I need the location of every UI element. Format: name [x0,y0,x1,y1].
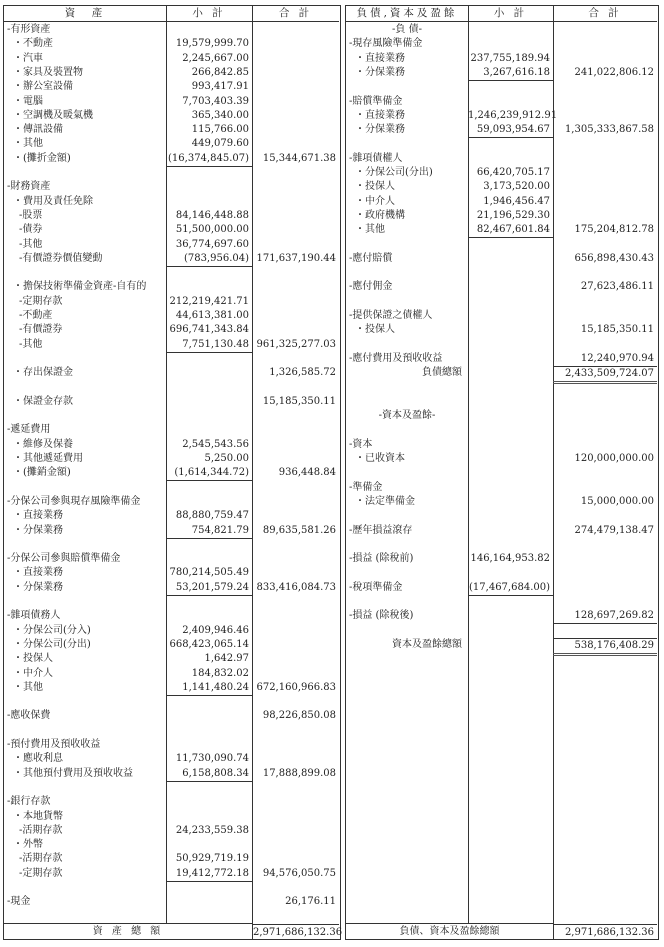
row-total: 89,635,581.26 [262,524,336,536]
row-label: ・本地貨幣 [13,810,63,822]
row-label: -應付佣金 [349,281,393,293]
row-subtotal: 2,409,946.46 [182,624,249,636]
row-label: ・分保公司(分入) [13,624,91,636]
table-row [4,280,340,294]
row-total: 2,433,509,724.07 [553,366,657,384]
table-row [4,80,340,94]
row-label: ・投保人 [355,181,395,193]
table-row [4,295,340,309]
table-row [4,66,340,80]
table-row [346,66,658,80]
row-label: -損益 (除稅前) [349,553,414,565]
row-label: -雜項債務人 [7,610,61,622]
row-label: -股票 [19,209,43,221]
row-label: ・外幣 [13,839,43,851]
table-row [346,452,658,466]
table-row [346,95,658,109]
row-label: ・分保公司(分出) [355,167,433,178]
row-label: -現金 [7,896,31,908]
table-row [4,152,340,166]
table-row [4,824,340,838]
row-label: -應付賠償 [349,252,393,264]
row-label: -債券 [19,224,43,236]
row-subtotal: 7,703,403.39 [182,95,249,107]
row-subtotal: 1,642.97 [204,653,249,665]
row-label: ・維修及保養 [13,438,73,450]
liabilities-header-subtotal: 小 計 [468,6,553,22]
row-subtotal: 5,250.00 [204,453,249,464]
row-label: ・其他預付費用及預收收益 [13,767,133,779]
row-label: -損益 (除稅後) [349,610,414,622]
row-label: ・不動產 [13,38,53,50]
table-row [4,624,340,638]
row-total: 274,479,138.47 [574,524,654,536]
row-total: 15,344,671.38 [262,152,336,164]
table-row [4,23,340,37]
table-row [346,152,658,166]
table-row [4,652,340,666]
row-label: ・直接業務 [355,109,405,121]
row-total: 961,325,277.03 [256,338,336,350]
row-total: 15,185,350.11 [580,324,654,336]
row-subtotal: 3,173,520.00 [483,181,550,193]
row-label: -活期存款 [19,824,63,836]
row-subtotal: (783,956.04) [166,252,252,267]
row-subtotal: 2,245,667.00 [182,52,249,64]
table-row [4,738,340,752]
table-row [346,409,658,423]
table-row [4,109,340,123]
table-row [4,795,340,809]
table-row [4,709,340,723]
table-row [4,52,340,66]
table-row [346,166,658,180]
table-row [346,552,658,566]
row-label: ・分保公司(分出) [13,638,91,650]
row-subtotal: 146,164,953.82 [470,553,550,565]
row-subtotal: 11,730,090.74 [175,753,249,765]
row-label: -負 債- [392,24,422,35]
table-row [346,195,658,209]
assets-table [3,5,341,940]
row-label: -預付費用及預收收益 [7,739,101,750]
row-subtotal: (1,614,344.72) [166,466,252,481]
row-subtotal: 212,219,421.71 [169,295,249,307]
row-label: -稅項準備金 [349,581,403,593]
row-subtotal: 1,141,480.24 [166,681,252,696]
row-subtotal: 237,755,189.94 [470,52,550,64]
liabilities-header-label: 負債,資本及盈餘 [346,6,468,22]
row-total: 538,176,408.29 [553,638,657,656]
table-row [4,423,340,437]
row-label: 資本及盈餘總額 [392,638,462,650]
table-row [4,767,340,781]
row-label: ・辦公室設備 [13,81,73,93]
row-subtotal: 993,417.91 [191,81,249,93]
row-label: -其他 [19,338,43,350]
table-row [346,180,658,194]
row-label: -應收保費 [7,710,51,722]
assets-header-subtotal: 小 計 [166,6,252,22]
row-label: ・分保業務 [355,124,405,136]
row-label: ・中介人 [355,195,395,207]
row-total: 1,305,333,867.58 [564,124,654,136]
row-label: ・傳訊設備 [13,124,63,136]
row-label: -資本 [349,438,373,450]
table-row [4,395,340,409]
table-row [4,524,340,538]
table-row [4,466,340,480]
row-label: -財務資產 [7,181,51,193]
row-label: ・直接業務 [355,52,405,64]
table-row [346,481,658,495]
liabilities-header-total: 合 計 [553,6,657,22]
assets-footer-label: 資 產 總 額 [4,923,252,939]
table-row [4,209,340,223]
row-subtotal: 266,842.85 [191,66,249,78]
table-row [346,223,658,237]
table-row [346,352,658,366]
row-label: -其他 [19,238,43,250]
row-subtotal: 115,766.00 [191,124,249,136]
row-subtotal: 7,751,130.48 [166,338,252,353]
row-subtotal: 59,093,954.67 [468,123,553,138]
row-subtotal: 19,412,772.18 [166,867,252,882]
table-row [4,180,340,194]
liabilities-footer-label: 負債、資本及盈餘總額 [346,923,553,939]
row-subtotal: 53,201,579.24 [166,581,252,596]
liabilities-footer-total: 2,971,686,132.36 [553,924,657,939]
row-subtotal: 1,246,239,912.91 [468,109,558,121]
row-label: ・(攤銷金額) [13,467,71,479]
row-label: ・擔保技術準備金資產-自有的 [13,281,147,293]
row-label: ・(攤折金額) [13,152,71,164]
table-row [4,338,340,352]
row-total: 936,448.84 [278,467,336,479]
table-row [346,323,658,337]
table-row [346,609,658,623]
row-total: 120,000,000.00 [574,453,654,464]
row-label: ・費用及責任免除 [13,195,93,207]
row-total: 1,326,585.72 [269,367,336,379]
row-label: -定期存款 [19,295,63,307]
row-label: -銀行存款 [7,796,51,808]
row-label: -不動產 [19,310,53,321]
row-total: 656,898,430.43 [574,252,654,264]
table-row [346,37,658,51]
row-label: -有價證券 [19,324,63,336]
row-label: ・中介人 [13,667,53,679]
assets-footer-total: 2,971,686,132.36 [252,924,339,939]
row-subtotal: 36,774,697.60 [175,238,249,250]
row-total: 17,888,899.08 [262,767,336,779]
table-row [4,95,340,109]
table-row [346,252,658,266]
table-row [4,838,340,852]
table-row [4,452,340,466]
row-subtotal: 51,500,000.00 [175,224,249,236]
row-subtotal: 754,821.79 [166,524,252,539]
row-total: 128,697,269.82 [553,609,657,624]
row-subtotal: 184,832.02 [191,667,249,679]
row-total: 15,185,350.11 [262,395,336,407]
table-row [4,609,340,623]
assets-header-label: 資 產 [4,6,166,22]
row-label: ・直接業務 [13,567,63,579]
row-label: ・法定準備金 [355,495,415,507]
row-label: -分保公司參與賠償準備金 [7,553,121,565]
row-subtotal: (16,374,845.07) [166,152,252,167]
table-row [346,123,658,137]
row-label: ・其他 [13,138,43,150]
row-label: ・直接業務 [13,510,63,522]
column-divider [468,6,469,939]
row-total: 241,022,806.12 [574,66,654,78]
row-subtotal: 19,579,999.70 [175,38,249,50]
row-label: ・空調機及暖氣機 [13,109,93,121]
row-subtotal: 696,741,343.84 [169,324,249,336]
table-row [4,195,340,209]
table-row [4,323,340,337]
row-label: ・其他 [13,681,43,693]
row-label: ・分保業務 [13,524,63,536]
row-label: ・分保業務 [13,581,63,593]
table-row [4,810,340,824]
row-label: ・存出保證金 [13,367,73,379]
row-subtotal: (17,467,684.00) [468,581,553,596]
table-row [346,209,658,223]
row-label: -準備金 [349,481,383,493]
row-subtotal: 365,340.00 [191,109,249,121]
row-label: ・家具及裝置物 [13,66,83,78]
row-label: ・汽車 [13,52,43,64]
row-subtotal: 449,079.60 [191,138,249,150]
row-subtotal: 50,929,719.19 [175,853,249,865]
table-row [4,366,340,380]
row-label: -應付費用及預收收益 [349,352,443,364]
table-row [4,223,340,237]
table-row [346,366,658,380]
table-row [346,109,658,123]
row-subtotal: 1,946,456.47 [483,195,550,207]
table-row [4,37,340,51]
row-subtotal: 3,267,616.18 [468,66,553,81]
table-row [346,23,658,37]
table-row [346,495,658,509]
table-row [4,638,340,652]
table-row [4,681,340,695]
row-label: -雜項債權人 [349,152,403,164]
table-row [4,238,340,252]
row-label: 負債總額 [422,367,462,379]
table-row [4,667,340,681]
row-label: -提供保證之債權人 [349,310,433,321]
row-total: 171,637,190.44 [256,252,336,264]
row-label: -有形資產 [7,24,51,35]
table-row [4,509,340,523]
table-row [4,867,340,881]
assets-header-total: 合 計 [252,6,339,22]
table-row [4,581,340,595]
row-label: ・投保人 [355,324,395,336]
row-label: -活期存款 [19,853,63,865]
table-row [4,552,340,566]
table-row [4,123,340,137]
row-label: ・政府機構 [355,209,405,221]
row-label: ・分保業務 [355,66,405,78]
row-total: 26,176.11 [285,896,336,908]
row-total: 175,204,812.78 [574,224,654,236]
row-label: -賠償準備金 [349,95,403,107]
row-label: ・投保人 [13,653,53,665]
row-subtotal: 24,233,559.38 [175,824,249,836]
row-subtotal: 780,214,505.49 [169,567,249,579]
row-label: -有價證券價值變動 [19,252,103,264]
row-label: ・應收利息 [13,753,63,765]
row-label: ・其他 [355,224,385,236]
table-row [346,438,658,452]
row-total: 15,000,000.00 [580,495,654,507]
column-divider [553,6,554,939]
row-subtotal: 2,545,543.56 [182,438,249,450]
table-row [346,581,658,595]
row-subtotal: 88,880,759.47 [175,510,249,522]
table-row [4,566,340,580]
table-row [4,309,340,323]
row-label: ・其他遞延費用 [13,453,83,464]
table-row [4,852,340,866]
row-subtotal: 82,467,601.84 [468,223,553,238]
row-label: -資本及盈餘- [378,410,436,422]
table-row [4,438,340,452]
row-label: -現存風險準備金 [349,38,423,50]
table-row [4,495,340,509]
table-row [346,52,658,66]
row-total: 833,416,084.73 [256,581,336,593]
table-row [4,895,340,909]
table-row [346,280,658,294]
row-label: -分保公司參與現存風險準備金 [7,495,141,507]
row-subtotal: 6,158,808.34 [166,767,252,782]
liabilities-table [345,5,659,940]
row-label: -歷年損益滾存 [349,524,413,536]
table-row [346,309,658,323]
row-label: -定期存款 [19,867,63,879]
row-total: 98,226,850.08 [262,710,336,722]
table-row [346,638,658,652]
row-total: 94,576,050.75 [262,867,336,879]
row-total: 12,240,970.94 [553,352,657,367]
table-row [4,137,340,151]
row-total: 27,623,486.11 [580,281,654,293]
row-subtotal: 66,420,705.17 [476,167,550,178]
row-label: -遞延費用 [7,424,51,436]
row-subtotal: 44,613,381.00 [175,310,249,321]
row-subtotal: 21,196,529.30 [476,209,550,221]
row-label: ・已收資本 [355,453,405,464]
table-row [4,752,340,766]
row-subtotal: 84,146,448.88 [175,209,249,221]
row-subtotal: 668,423,065.14 [169,638,249,650]
row-label: ・電腦 [13,95,43,107]
row-total: 672,160,966.83 [256,681,336,693]
table-row [346,524,658,538]
row-label: ・保證金存款 [13,395,73,407]
table-row [4,252,340,266]
